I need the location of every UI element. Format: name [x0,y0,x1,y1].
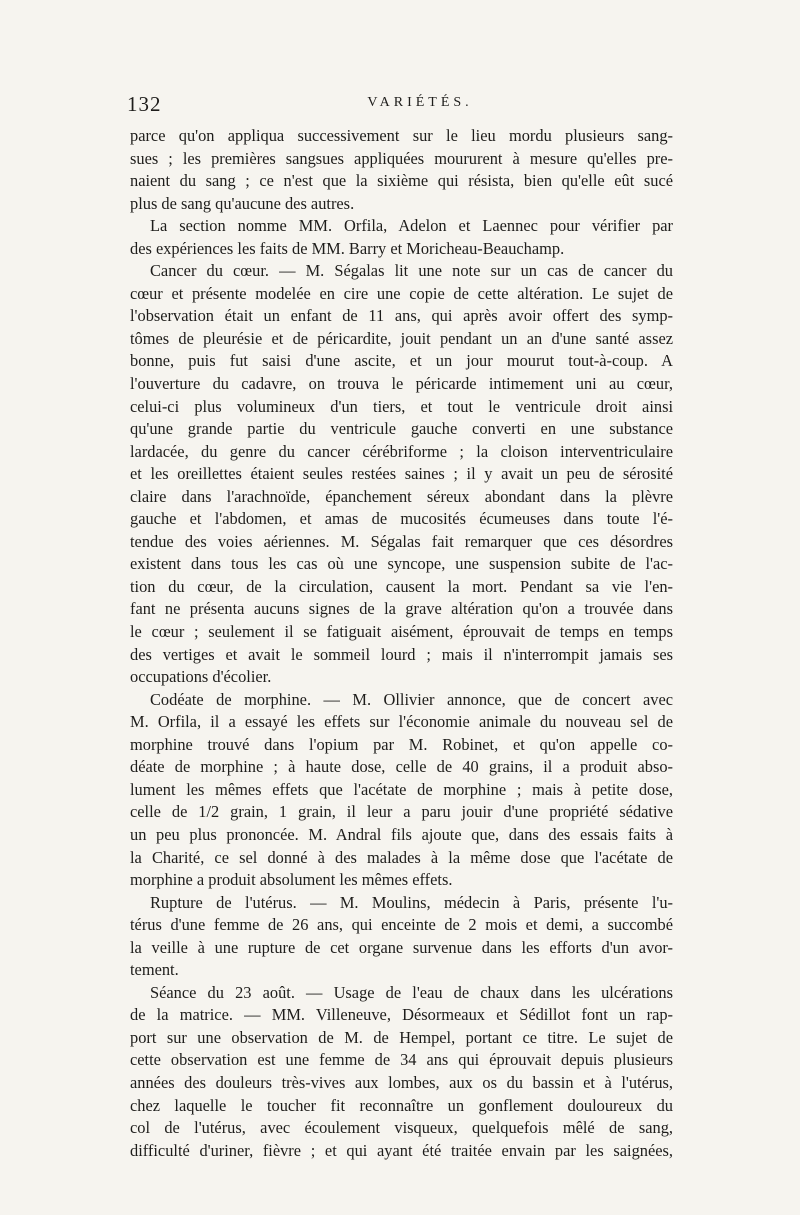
text-line: parce qu'on appliqua successivement sur le lieu mordu plusieurs sang- [130,126,673,145]
text-line: occupations d'écolier. [130,667,272,687]
text-line: plus de sang qu'aucune des autres. [130,193,355,213]
text-line: des expériences les faits de MM. Barry et Moricheau-Beauchamp. [130,238,565,258]
text-line: le cœur ; seulement il se fatiguait aisément, éprouvait de temps en temps [130,622,673,642]
text-line: port sur une observation de M. de Hempel, portant ce titre. Le sujet de [130,1027,673,1047]
text-line: morphine a produit absolument les mêmes effets. [130,870,453,890]
text-line: Séance du 23 août. — Usage de l'eau de chaux dans les ulcérations [150,982,673,1002]
text-line: La section nomme MM. Orfila, Adelon et Laennec pour vérifier par [150,216,673,236]
text-line: existent dans tous les cas où une syncope, une suspension subite de l'ac- [130,554,673,574]
text-line: difficulté d'uriner, fièvre ; et qui ayant été traitée envain par les saignées, [130,1140,673,1160]
text-line: cette observation est une femme de 34 ans qui éprouvait depuis plusieurs [130,1050,673,1070]
text-line: des vertiges et avait le sommeil lourd ; mais il n'interrompit jamais ses [130,644,673,664]
text-line: Codéate de morphine. — M. Ollivier annonce, que de concert avec [150,689,673,709]
text-line: tendue des voies aériennes. M. Ségalas fait remarquer que ces désordres [130,531,673,551]
text-line: déate de morphine ; à haute dose, celle de 40 grains, il a produit abso- [130,757,673,777]
text-line: sues ; les premières sangsues appliquées moururent à mesure qu'elles pre- [130,148,673,168]
text-line: la veille à une rupture de cet organe survenue dans les efforts d'un avor- [130,937,673,957]
text-line: celui-ci plus volumineux d'un tiers, et tout le ventricule droit ainsi [130,396,673,416]
text-line: celle de 1/2 grain, 1 grain, il leur a paru jouir d'une propriété sédative [130,802,673,822]
text-line: claire dans l'arachnoïde, épanchement séreux abondant dans la plèvre [130,486,673,506]
text-line: l'ouverture du cadavre, on trouva le péricarde intimement uni au cœur, [130,374,673,394]
text-line: chez laquelle le toucher fit reconnaître un gonflement douloureux du [130,1095,673,1115]
running-head: VARIÉTÉS. [367,95,473,110]
text-line: bonne, puis fut saisi d'une ascite, et un jour mourut tout-à-coup. A [130,351,673,371]
text-line: qu'une grande partie du ventricule gauche converti en une substance [130,419,673,439]
text-line: et les oreillettes étaient seules restées saines ; il y avait un peu de sérosité [130,464,673,484]
text-line: cœur et présente modelée en cire une copie de cette altération. Le sujet de [130,283,673,303]
text-line: l'observation était un enfant de 11 ans, qui après avoir offert des symp- [130,306,673,326]
text-line: tement. [130,960,179,980]
text-line: gauche et l'abdomen, et amas de mucosités écumeuses dans toute l'é- [130,509,673,529]
body-text [130,125,673,1162]
text-line: lardacée, du genre du cancer cérébriforme ; la cloison interventriculaire [130,441,673,461]
text-line: térus d'une femme de 26 ans, qui enceinte de 2 mois et demi, a succombé [130,915,673,935]
page-header [127,92,673,122]
text-line: Rupture de l'utérus. — M. Moulins, médecin à Paris, présente l'u- [150,892,673,912]
text-line: de la matrice. — MM. Villeneuve, Désormeaux et Sédillot font un rap- [130,1005,673,1025]
text-line: années des douleurs très-vives aux lombes, aux os du bassin et à l'utérus, [130,1072,673,1092]
text-line: la Charité, ce sel donné à des malades à la même dose que l'acétate de [130,847,673,867]
text-line: naient du sang ; ce n'est que la sixième qui résista, bien qu'elle eût sucé [130,171,673,191]
text-line: morphine trouvé dans l'opium par M. Robinet, et qu'on appelle co- [130,734,673,754]
text-line: lument les mêmes effets que l'acétate de morphine ; mais à petite dose, [130,779,673,799]
text-line: M. Orfila, il a essayé les effets sur l'économie animale du nouveau sel de [130,712,673,732]
page-number: 132 [127,92,162,116]
text-line: Cancer du cœur. — M. Ségalas lit une note sur un cas de cancer du [150,261,673,281]
text-line: un peu plus prononcée. M. Andral fils ajoute que, dans des essais faits à [130,824,673,844]
text-line: col de l'utérus, avec écoulement visqueux, quelquefois mêlé de sang, [130,1118,673,1138]
text-line: tion du cœur, de la circulation, causent la mort. Pendant sa vie l'en- [130,576,673,596]
text-line: tômes de pleurésie et de péricardite, jouit pendant un an d'une santé assez [130,328,673,348]
text-line: fant ne présenta aucuns signes de la grave altération qu'on a trouvée dans [130,599,673,619]
